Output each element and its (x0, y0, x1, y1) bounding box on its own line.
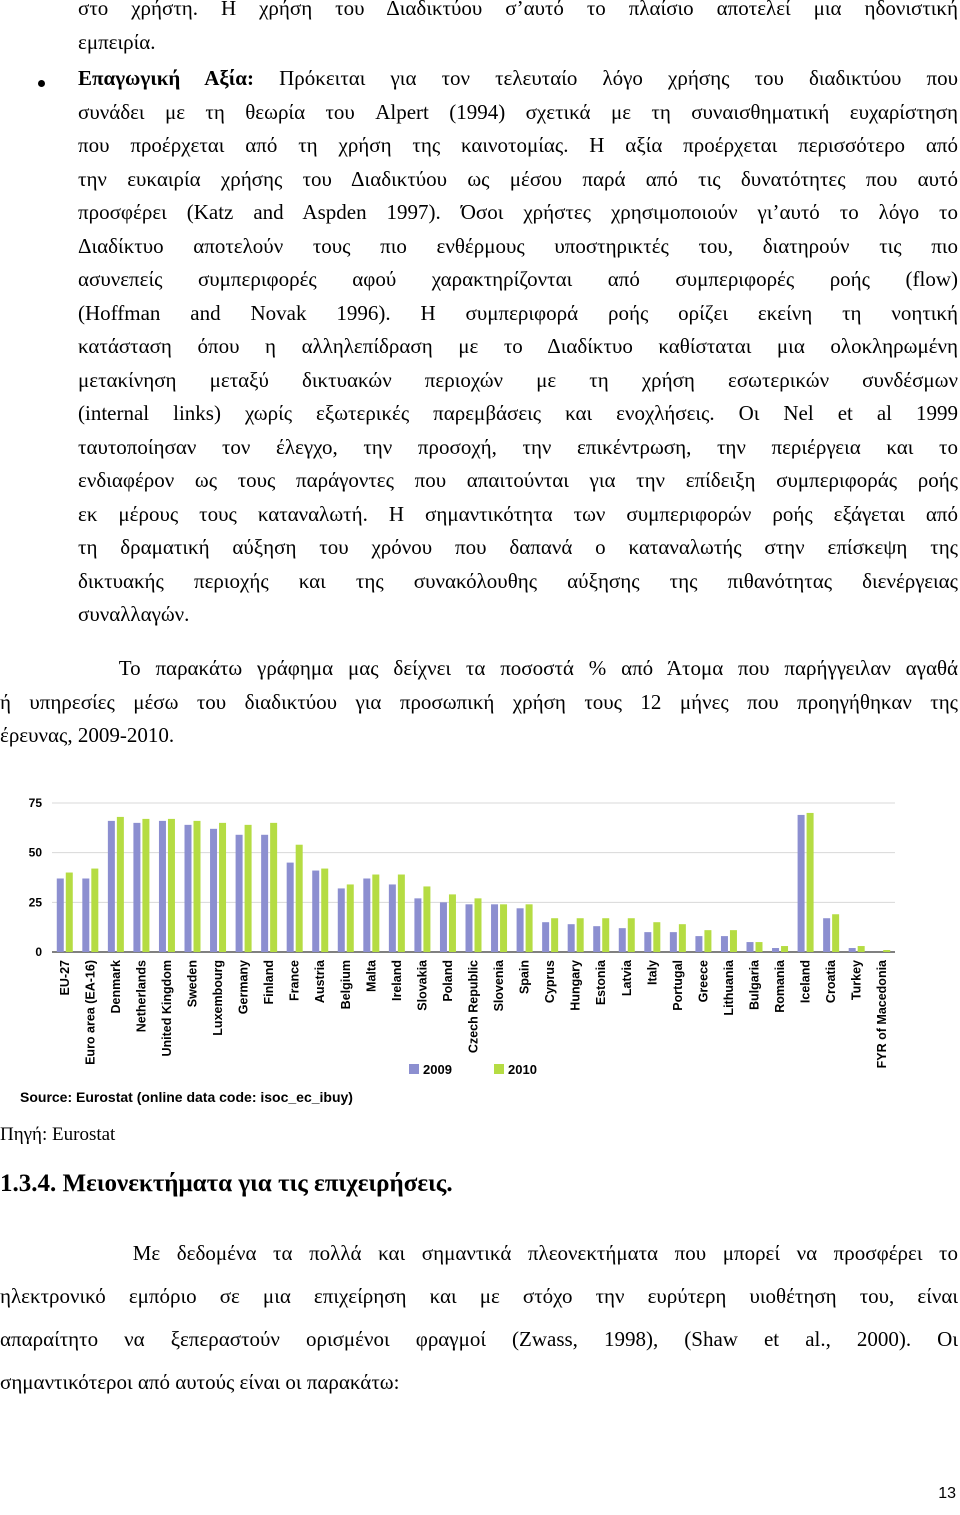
chart-source: Source: Eurostat (online data code: isoc_ec_ibuy) (20, 1089, 353, 1105)
x-tick-label: Italy (645, 960, 660, 986)
x-tick-label: Bulgaria (747, 960, 762, 1011)
bar-2009 (57, 878, 64, 952)
bar-2009 (287, 863, 294, 952)
bar-2010 (219, 823, 226, 952)
bar-2009 (772, 948, 779, 952)
x-tick-label: Turkey (849, 960, 864, 1001)
bottom-paragraph (0, 1232, 958, 1404)
legend-label: 2009 (423, 1062, 452, 1077)
bar-2010 (883, 950, 890, 952)
source-note: Πηγή: Eurostat (0, 1124, 116, 1145)
bar-2009 (823, 918, 830, 952)
x-tick-label: Luxembourg (211, 960, 226, 1036)
x-tick-label: Romania (773, 960, 788, 1013)
bar-2010 (832, 914, 839, 952)
bar-2009 (644, 932, 651, 952)
text-line: κατάσταση όπου η αλληλεπίδραση με το Διαδίκτυο καθίσταται μια ολοκληρωμένη (78, 334, 958, 358)
x-tick-label: Croatia (824, 960, 839, 1004)
legend-swatch (494, 1064, 504, 1074)
page-number: 13 (938, 1485, 956, 1502)
bar-2010 (194, 821, 201, 952)
bar-2010 (730, 930, 737, 952)
bar-2009 (210, 829, 217, 952)
y-tick-label: 50 (28, 845, 42, 860)
chart-svg (12, 790, 902, 1110)
bar-2009 (133, 823, 140, 952)
bar-2009 (695, 936, 702, 952)
section-heading: 1.3.4. Μειονεκτήματα για τις επιχειρήσεις. (0, 1170, 453, 1197)
x-tick-label: FYR of Macedonia (875, 960, 890, 1069)
bar-2010 (577, 918, 584, 952)
text-line: προσφέρει (Katz and Aspden 1997). Όσοι χρήστες χρησιμοποιούν γι’αυτό το λόγο το (78, 200, 958, 224)
x-tick-label: Sweden (185, 960, 200, 1008)
x-tick-label: Latvia (619, 960, 634, 997)
bar-2009 (721, 936, 728, 952)
x-tick-label: Belgium (338, 960, 353, 1010)
bar-2010 (628, 918, 635, 952)
top-paragraph (78, 0, 958, 59)
bar-2009 (670, 932, 677, 952)
text-line: Διαδίκτυο αποτελούν τους πιο ενθέρμους υποστηρικτές του, διατηρούν τις πιο (78, 233, 958, 258)
x-tick-label: Estonia (594, 960, 609, 1006)
bar-2009 (440, 902, 447, 952)
text-line: συνάδει με τη θεωρία του Alpert (1994) σχετικά με τη συναισθηματική ευχαρίστηση (78, 99, 958, 124)
bar-2010 (602, 918, 609, 952)
text-line: σημαντικότεροι από αυτούς είναι οι παρακάτω: (0, 1370, 400, 1394)
text-line: Με δεδομένα τα πολλά και σημαντικά πλεονεκτήματα που μπορεί να προσφέρει το (0, 1241, 958, 1265)
text-line: έρευνας, 2009-2010. (0, 723, 175, 747)
bar-2009 (619, 928, 626, 952)
bar-2009 (517, 908, 524, 952)
bar-2010 (117, 817, 124, 952)
text-line: ηλεκτρονικό εμπόριο σε μια επιχείρηση και με στόχο την ευρύτερη υιοθέτηση του, είναι (0, 1284, 958, 1308)
x-tick-label: Ireland (389, 960, 404, 1001)
text-line: απαραίτητο να ξεπεραστούν ορισμένοι φραγμοί (Zwass, 1998), (Shaw et al., 2000). Οι (0, 1327, 958, 1351)
text-line (78, 62, 958, 96)
x-tick-label: Denmark (108, 960, 123, 1014)
bar-2009 (798, 815, 805, 952)
bar-2010 (398, 875, 405, 952)
bar-2010 (296, 845, 303, 952)
bar-2010 (321, 869, 328, 952)
bar-2009 (542, 922, 549, 952)
bar-2009 (185, 825, 192, 952)
x-tick-label: United Kingdom (159, 960, 174, 1057)
x-tick-label: Malta (364, 960, 379, 992)
x-tick-label: Austria (313, 960, 328, 1004)
legend-label: 2010 (508, 1062, 537, 1077)
text-line: ασυνεπείς συμπεριφορές αφού χαρακτηρίζονται από συμπεριφορές ροής (flow) (78, 267, 958, 291)
bar-2009 (849, 948, 856, 952)
text-line: μετακίνηση μεταξύ δικτυακών περιοχών με τη χρήση εσωτερικών συνδέσμων (78, 367, 958, 392)
y-tick-label: 0 (35, 945, 42, 959)
bar-2010 (756, 942, 763, 952)
bar-2009 (491, 904, 498, 952)
x-tick-label: Netherlands (134, 960, 149, 1033)
x-tick-label: Czech Republic (466, 960, 481, 1054)
bar-2010 (168, 819, 175, 952)
x-tick-label: Spain (517, 960, 532, 995)
text-line: Το παρακάτω γράφημα μας δείχνει τα ποσοστά % από Άτομα που παρήγγειλαν αγαθά (0, 656, 959, 680)
x-tick-label: Poland (440, 960, 455, 1002)
bar-chart (12, 790, 902, 1110)
bar-2010 (66, 873, 73, 952)
y-tick-label: 25 (28, 895, 42, 910)
bar-2010 (858, 946, 865, 952)
bar-2010 (91, 869, 98, 952)
x-tick-label: Finland (262, 960, 277, 1005)
x-tick-label: Euro area (EA-16) (83, 960, 98, 1065)
bullet-term: Επαγωγική Αξία: (78, 66, 255, 90)
text-line: συναλλαγών. (78, 602, 190, 626)
bar-2009 (82, 878, 89, 952)
legend-swatch (409, 1064, 419, 1074)
bar-2009 (389, 884, 396, 952)
bar-2010 (551, 918, 558, 952)
text-line: ή υπηρεσίες μέσω του διαδικτύου για προσωπική χρήση τους 12 μήνες που προηγήθηκαν της (0, 689, 958, 714)
bar-2009 (747, 942, 754, 952)
bar-2010 (526, 904, 533, 952)
x-tick-label: France (287, 960, 302, 1001)
bar-2010 (245, 825, 252, 952)
text-line: εκ μέρους τους καταναλωτή. Η σημαντικότητα των συμπεριφορών ροής εξάγεται από (78, 501, 958, 526)
bar-2010 (679, 924, 686, 952)
x-tick-label: Portugal (670, 960, 685, 1011)
text-line: ταυτοποίησαν τον έλεγχο, την προσοχή, την επικέντρωση, την περιέργεια και το (78, 434, 958, 459)
bar-2009 (466, 904, 473, 952)
bar-2009 (312, 871, 319, 952)
bar-2010 (270, 823, 277, 952)
x-tick-label: Cyprus (543, 960, 558, 1004)
bar-2010 (423, 886, 430, 952)
text-line: (Hoffman and Novak 1996). Η συμπεριφορά ροής ορίζει εκείνη τη νοητική (78, 300, 958, 325)
text-line: που προέρχεται από τη χρήση της καινοτομίας. Η αξία προέρχεται περισσότερο από (78, 133, 958, 157)
x-tick-label: Lithuania (721, 960, 736, 1016)
text-line: τη δραματική αύξηση του χρόνου που δαπανά ο καταναλωτής στην επίσκεψη της (78, 535, 958, 559)
text-line: (internal links) χωρίς εξωτερικές παρεμβάσεις και ενοχλήσεις. Οι Nel et al 1999 (78, 401, 958, 425)
bar-2009 (236, 835, 243, 952)
y-tick-label: 75 (28, 796, 42, 810)
bar-2009 (363, 878, 370, 952)
text-line: ενδιαφέρον ως τους παράγοντες που απαιτούνται για την επίδειξη συμπεριφοράς ροής (78, 468, 958, 492)
x-tick-label: Iceland (798, 960, 813, 1004)
x-tick-label: Slovakia (415, 960, 430, 1011)
bar-2009 (261, 835, 268, 952)
bar-2010 (475, 898, 482, 952)
bar-2009 (338, 888, 345, 952)
bar-2010 (653, 922, 660, 952)
bullet-icon (38, 80, 45, 87)
bar-2010 (449, 894, 456, 952)
bar-2010 (781, 946, 788, 952)
text-run: Πρόκειται για τον τελευταίο λόγο χρήσης του διαδικτύου που (254, 66, 958, 90)
bar-2009 (414, 898, 421, 952)
text-line: την ευκαιρία χρήσης του Διαδικτύου ως μέσου παρά από τις δυνατότητες που αυτό (78, 166, 958, 191)
text-line: δικτυακής περιοχής και της συνακόλουθης αύξησης της πιθανότητας διενέργειας (78, 568, 958, 593)
bar-2010 (704, 930, 711, 952)
x-tick-label: Hungary (568, 960, 583, 1011)
bar-2009 (108, 821, 115, 952)
bar-2010 (347, 884, 354, 952)
text-line: στο χρήστη. Η χρήση του Διαδικτύου σ’αυτό το πλαίσιο αποτελεί μια ηδονιστική (78, 0, 958, 20)
bar-2009 (159, 821, 166, 952)
x-tick-label: EU-27 (57, 960, 72, 996)
x-tick-label: Slovenia (492, 960, 507, 1012)
bullet-paragraph (78, 62, 958, 632)
text-line: εμπειρία. (78, 29, 156, 54)
x-tick-label: Greece (696, 960, 711, 1003)
bar-2009 (593, 926, 600, 952)
intro-paragraph (0, 652, 958, 753)
x-tick-label: Germany (236, 960, 251, 1015)
bar-2010 (807, 813, 814, 952)
bar-2010 (500, 904, 507, 952)
bar-2010 (372, 875, 379, 952)
bar-2009 (568, 924, 575, 952)
bar-2010 (142, 819, 149, 952)
